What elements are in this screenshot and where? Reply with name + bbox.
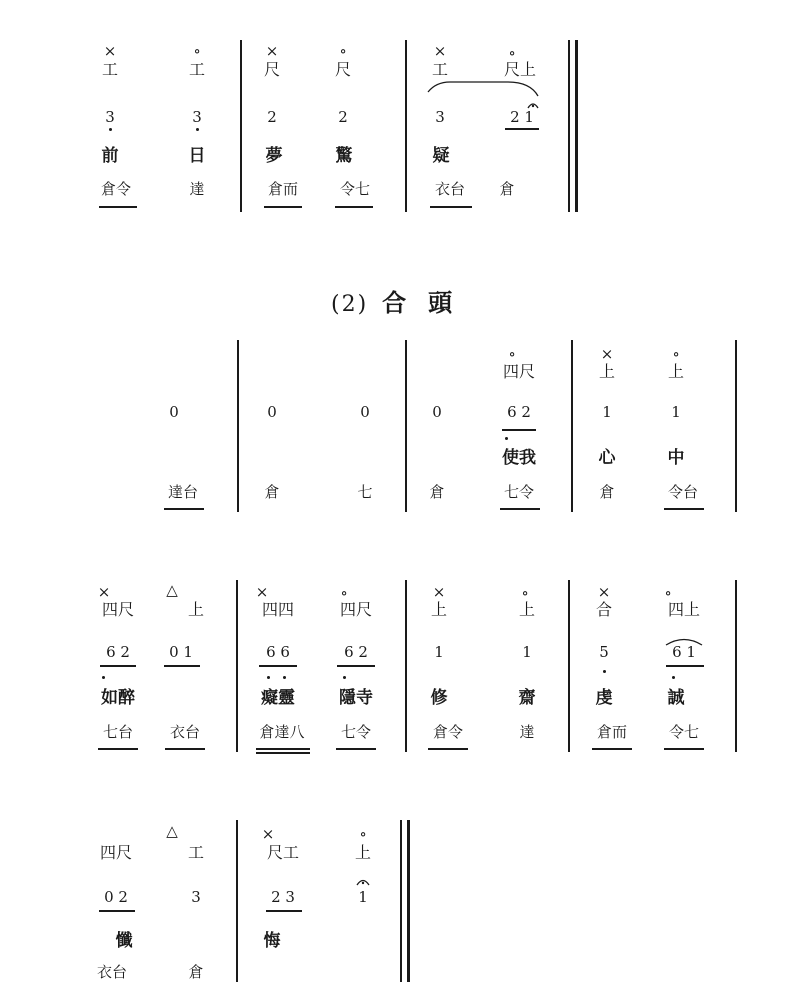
- gongche-note: 上: [518, 600, 536, 619]
- slur-mark: [666, 640, 702, 646]
- gongche-note: 四上: [667, 600, 701, 619]
- cipher-number: 6 2: [344, 643, 368, 661]
- section-name: 合頭: [382, 288, 475, 317]
- percussion-syllable: 七台: [102, 723, 134, 741]
- lyric-char: 前: [101, 146, 119, 166]
- gongche-note: 上: [430, 600, 448, 619]
- lyric-char: 如醉: [101, 688, 135, 708]
- gongche-note: 工: [101, 60, 119, 79]
- cipher-number: 1: [358, 888, 368, 906]
- gongche-note: 四尺: [502, 362, 536, 381]
- accent-circle: ∘: [359, 825, 367, 843]
- cipher-number: 6 2: [106, 643, 130, 661]
- cipher-number: 3: [191, 888, 201, 906]
- percussion-syllable: 七令: [503, 483, 535, 501]
- percussion-syllable: 倉達八: [259, 723, 305, 741]
- percussion-syllable: 衣台: [96, 963, 128, 981]
- fermata-dot: [532, 105, 534, 107]
- gongche-note: 工: [188, 60, 206, 79]
- lyric-char: 虔: [595, 688, 613, 708]
- cipher-number: 0 2: [104, 888, 128, 906]
- lyric-char: 修: [430, 688, 448, 708]
- accent-cross: ×: [255, 583, 269, 601]
- accent-circle: ∘: [508, 345, 516, 363]
- gongche-note: 尺工: [266, 843, 300, 862]
- gongche-note: 工: [431, 60, 449, 79]
- cipher-number: 3: [192, 108, 202, 126]
- percussion-syllable: 令台: [667, 483, 699, 501]
- lyric-char: 悔: [263, 931, 281, 951]
- cipher-number: 0: [169, 403, 179, 421]
- percussion-syllable: 倉: [264, 483, 280, 501]
- cipher-number: 6 6: [266, 643, 290, 661]
- gongche-note: 上: [187, 600, 205, 619]
- gongche-note: 四尺: [101, 600, 135, 619]
- gongche-note: 四尺: [99, 843, 133, 862]
- accent-cross: ×: [433, 42, 447, 60]
- lyric-char: 誠: [667, 688, 685, 708]
- percussion-syllable: 達台: [167, 483, 199, 501]
- accent-triangle: △: [166, 822, 178, 840]
- accent-circle: ∘: [340, 584, 348, 602]
- cipher-number: 6 2: [507, 403, 531, 421]
- section-number: (2): [331, 292, 369, 317]
- lyric-char: 齋: [518, 688, 536, 708]
- percussion-syllable: 倉: [188, 963, 204, 981]
- lyric-char: 夢: [265, 146, 283, 166]
- cipher-number: 0: [360, 403, 370, 421]
- percussion-syllable: 達: [519, 723, 535, 741]
- cipher-number: 3: [435, 108, 445, 126]
- percussion-syllable: 七令: [340, 723, 372, 741]
- accent-cross: ×: [597, 583, 611, 601]
- percussion-syllable: 令七: [339, 180, 371, 198]
- accent-circle: ∘: [339, 42, 347, 60]
- cipher-number: 3: [105, 108, 115, 126]
- gongche-note: 上: [354, 843, 372, 862]
- percussion-syllable: 達: [189, 180, 205, 198]
- accent-cross: ×: [103, 42, 117, 60]
- lyric-char: 驚: [335, 146, 353, 166]
- accent-circle: ∘: [664, 584, 672, 602]
- accent-triangle: △: [166, 581, 178, 599]
- slur-mark: [508, 82, 538, 96]
- percussion-syllable: 衣台: [169, 723, 201, 741]
- lyric-char: 隱寺: [339, 688, 373, 708]
- percussion-syllable: 倉令: [100, 180, 132, 198]
- accent-circle: ∘: [193, 42, 201, 60]
- percussion-syllable: 倉: [499, 180, 515, 198]
- cipher-number: 0: [267, 403, 277, 421]
- lyric-char: 懺: [115, 931, 133, 951]
- percussion-syllable: 倉而: [267, 180, 299, 198]
- cipher-number: 6 1: [672, 643, 696, 661]
- percussion-syllable: 七: [357, 483, 373, 501]
- percussion-syllable: 令七: [668, 723, 700, 741]
- gongche-note: 合: [595, 600, 613, 619]
- accent-circle: ∘: [672, 345, 680, 363]
- cipher-number: 1: [522, 643, 532, 661]
- lyric-char: 使我: [502, 448, 536, 468]
- accent-cross: ×: [265, 42, 279, 60]
- percussion-syllable: 倉令: [432, 723, 464, 741]
- lyric-char: 日: [188, 146, 206, 166]
- gongche-note: 尺上: [503, 60, 537, 79]
- percussion-syllable: 倉: [429, 483, 445, 501]
- gongche-note: 四尺: [339, 600, 373, 619]
- cipher-number: 0: [432, 403, 442, 421]
- cipher-number: 2: [267, 108, 277, 126]
- lyric-char: 心: [598, 448, 616, 468]
- lyric-char: 癡靈: [261, 688, 295, 708]
- percussion-syllable: 衣台: [434, 180, 466, 198]
- cipher-number: 5: [599, 643, 609, 661]
- accent-cross: ×: [97, 583, 111, 601]
- accent-cross: ×: [432, 583, 446, 601]
- gongche-note: 上: [667, 362, 685, 381]
- accent-cross: ×: [600, 345, 614, 363]
- percussion-syllable: 倉而: [596, 723, 628, 741]
- gongche-note: 上: [598, 362, 616, 381]
- cipher-number: 1: [434, 643, 444, 661]
- cipher-number: 2 1: [510, 108, 534, 126]
- accent-cross: ×: [261, 825, 275, 843]
- cipher-number: 2: [338, 108, 348, 126]
- lyric-char: 疑: [432, 146, 450, 166]
- cipher-number: 1: [671, 403, 681, 421]
- gongche-note: 尺: [263, 60, 281, 79]
- accent-circle: ∘: [521, 584, 529, 602]
- cipher-number: 1: [602, 403, 612, 421]
- cipher-number: 0 1: [169, 643, 193, 661]
- gongche-note: 尺: [334, 60, 352, 79]
- fermata-dot: [362, 882, 364, 884]
- slur-mark: [428, 82, 508, 92]
- cipher-number: 2 3: [271, 888, 295, 906]
- gongche-note: 四四: [261, 600, 295, 619]
- lyric-char: 中: [667, 448, 685, 468]
- percussion-syllable: 倉: [599, 483, 615, 501]
- accent-circle: ∘: [508, 44, 516, 62]
- gongche-note: 工: [187, 843, 205, 862]
